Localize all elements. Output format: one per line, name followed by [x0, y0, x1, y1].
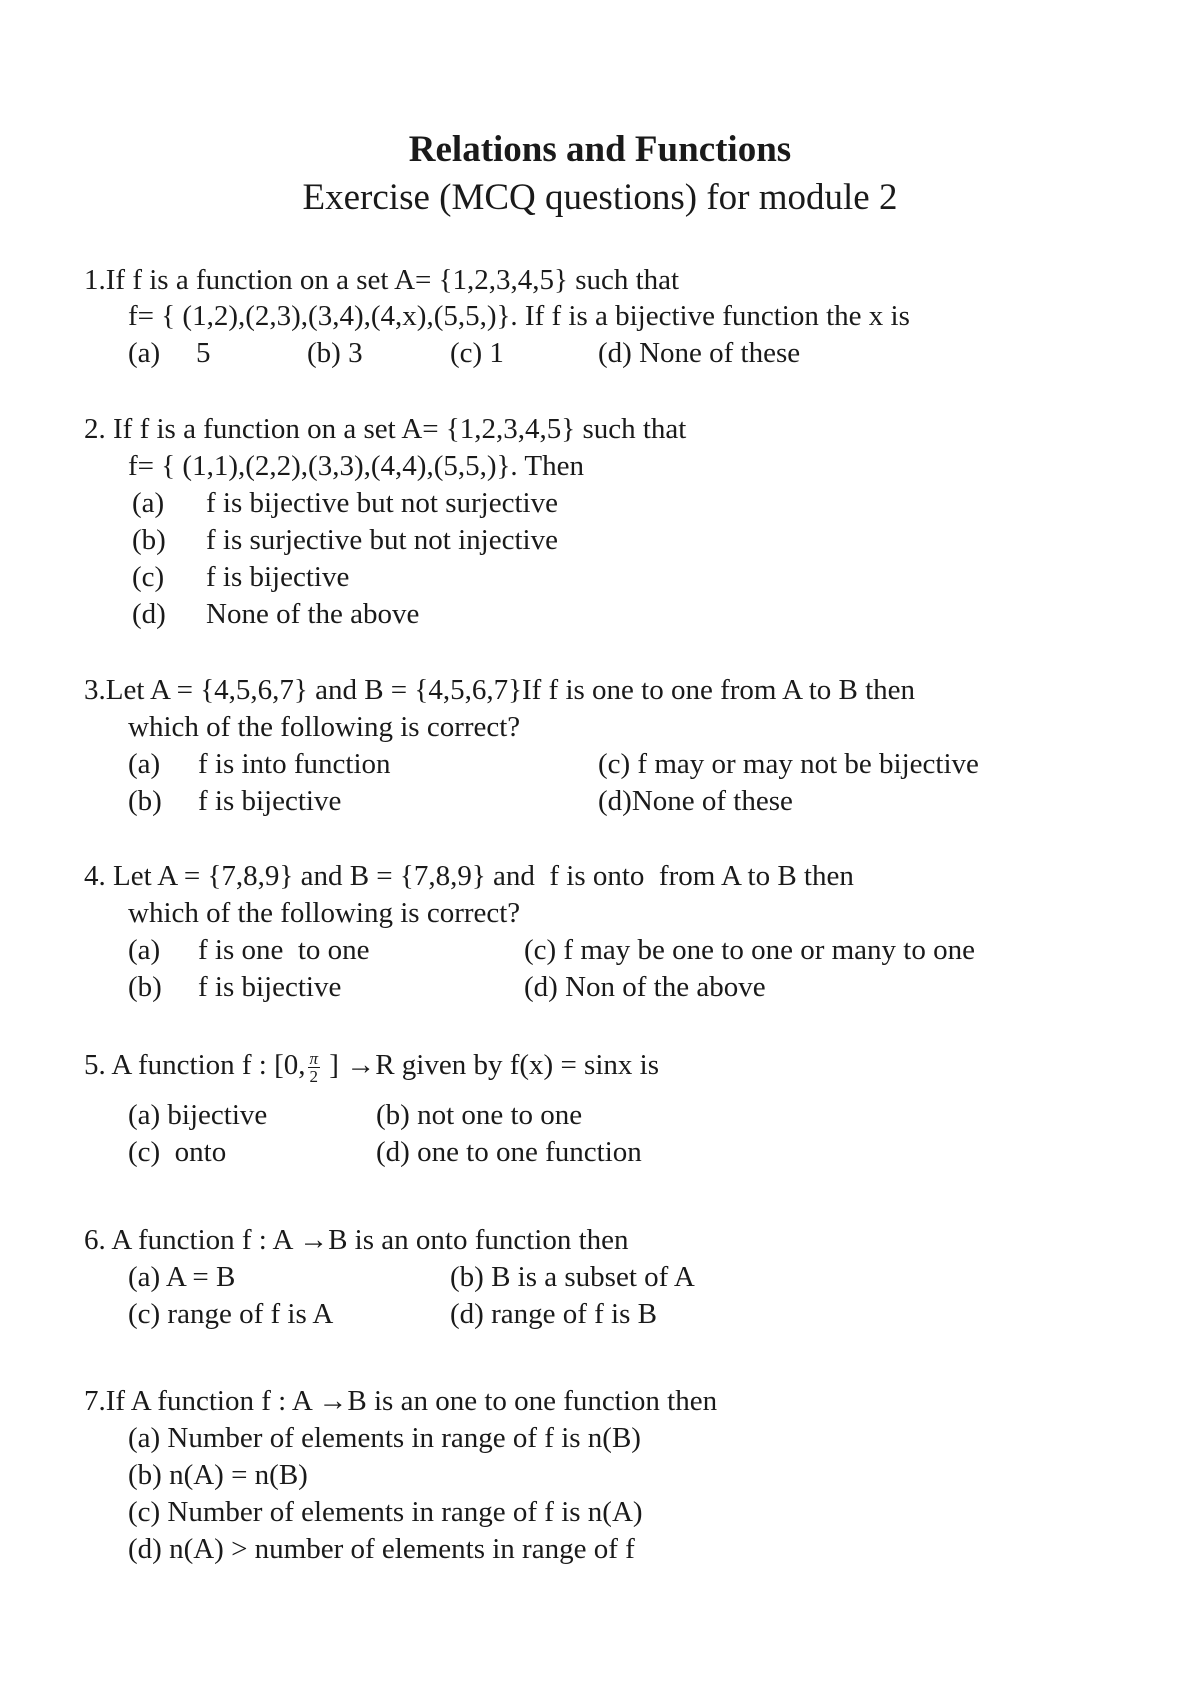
- q3-option-d: (d)None of these: [598, 785, 793, 817]
- q5-stem-start: 5. A function f : [0,: [84, 1049, 306, 1081]
- q5-option-a: (a) bijective: [128, 1099, 268, 1131]
- page-subtitle: Exercise (MCQ questions) for module 2: [302, 177, 898, 218]
- q4-stem-line2: which of the following is correct?: [128, 897, 521, 929]
- q2-option-a-label: (a): [132, 487, 165, 519]
- q3-option-a-label: (a): [128, 748, 161, 780]
- q5-stem: [84, 1047, 659, 1085]
- q7-option-b: (b) n(A) = n(B): [128, 1459, 308, 1491]
- q7-stem: 7.If A function f : A →B is an one to one function then: [84, 1385, 718, 1417]
- q1-option-a-label: (a): [128, 337, 161, 369]
- q5-option-d: (d) one to one function: [376, 1136, 642, 1168]
- q4-option-b-label: (b): [128, 971, 162, 1003]
- q2-option-c: f is bijective: [206, 561, 350, 593]
- q4-option-a-label: (a): [128, 934, 161, 966]
- pi-over-two-fraction: [308, 1050, 321, 1085]
- q2-option-d: None of the above: [206, 598, 420, 630]
- q1-stem-line2: f= { (1,2),(2,3),(3,4),(4,x),(5,5,)}. If f is a bijective function the x is: [128, 300, 910, 332]
- q2-option-b: f is surjective but not injective: [206, 524, 558, 556]
- q4-option-c: (c) f may be one to one or many to one: [524, 934, 975, 966]
- q1-option-c: (c) 1: [450, 337, 504, 369]
- q4-stem-line1: 4. Let A = {7,8,9} and B = {7,8,9} and f is onto from A to B then: [84, 860, 854, 892]
- q5-stem-end: ] →R given by f(x) = sinx is: [322, 1049, 659, 1081]
- q3-stem-line2: which of the following is correct?: [128, 711, 521, 743]
- q7-option-a: (a) Number of elements in range of f is n(B): [128, 1422, 641, 1454]
- q2-stem-line2: f= { (1,1),(2,2),(3,3),(4,4),(5,5,)}. Then: [128, 450, 584, 482]
- q5-option-b: (b) not one to one: [376, 1099, 583, 1131]
- q5-option-c: (c) onto: [128, 1136, 227, 1168]
- fraction-denominator: 2: [309, 1066, 319, 1086]
- q4-option-a: f is one to one: [198, 934, 370, 966]
- q6-option-d: (d) range of f is B: [450, 1298, 657, 1330]
- q2-option-a: f is bijective but not surjective: [206, 487, 558, 519]
- q1-option-a: 5: [196, 337, 211, 369]
- q3-option-b-label: (b): [128, 785, 162, 817]
- fraction-numerator: π: [309, 1048, 319, 1068]
- q3-stem-line1: 3.Let A = {4,5,6,7} and B = {4,5,6,7}If f is one to one from A to B then: [84, 674, 916, 706]
- q2-option-d-label: (d): [132, 598, 166, 630]
- q3-option-a: f is into function: [198, 748, 391, 780]
- q3-option-b: f is bijective: [198, 785, 342, 817]
- q3-option-c: (c) f may or may not be bijective: [598, 748, 979, 780]
- q2-option-c-label: (c): [132, 561, 165, 593]
- page-title: Relations and Functions: [408, 129, 792, 170]
- q6-option-c: (c) range of f is A: [128, 1298, 334, 1330]
- q6-option-b: (b) B is a subset of A: [450, 1261, 695, 1293]
- q4-option-d: (d) Non of the above: [524, 971, 766, 1003]
- q1-option-b: (b) 3: [307, 337, 363, 369]
- q2-stem-line1: 2. If f is a function on a set A= {1,2,3,4,5} such that: [84, 413, 687, 445]
- q6-stem: 6. A function f : A →B is an onto function then: [84, 1224, 629, 1256]
- q7-option-d: (d) n(A) > number of elements in range of f: [128, 1533, 635, 1565]
- q1-option-d: (d) None of these: [598, 337, 801, 369]
- q7-option-c: (c) Number of elements in range of f is n(A): [128, 1496, 643, 1528]
- q4-option-b: f is bijective: [198, 971, 342, 1003]
- q6-option-a: (a) A = B: [128, 1261, 236, 1293]
- q2-option-b-label: (b): [132, 524, 166, 556]
- q1-stem-line1: 1.If f is a function on a set A= {1,2,3,4,5} such that: [84, 264, 680, 296]
